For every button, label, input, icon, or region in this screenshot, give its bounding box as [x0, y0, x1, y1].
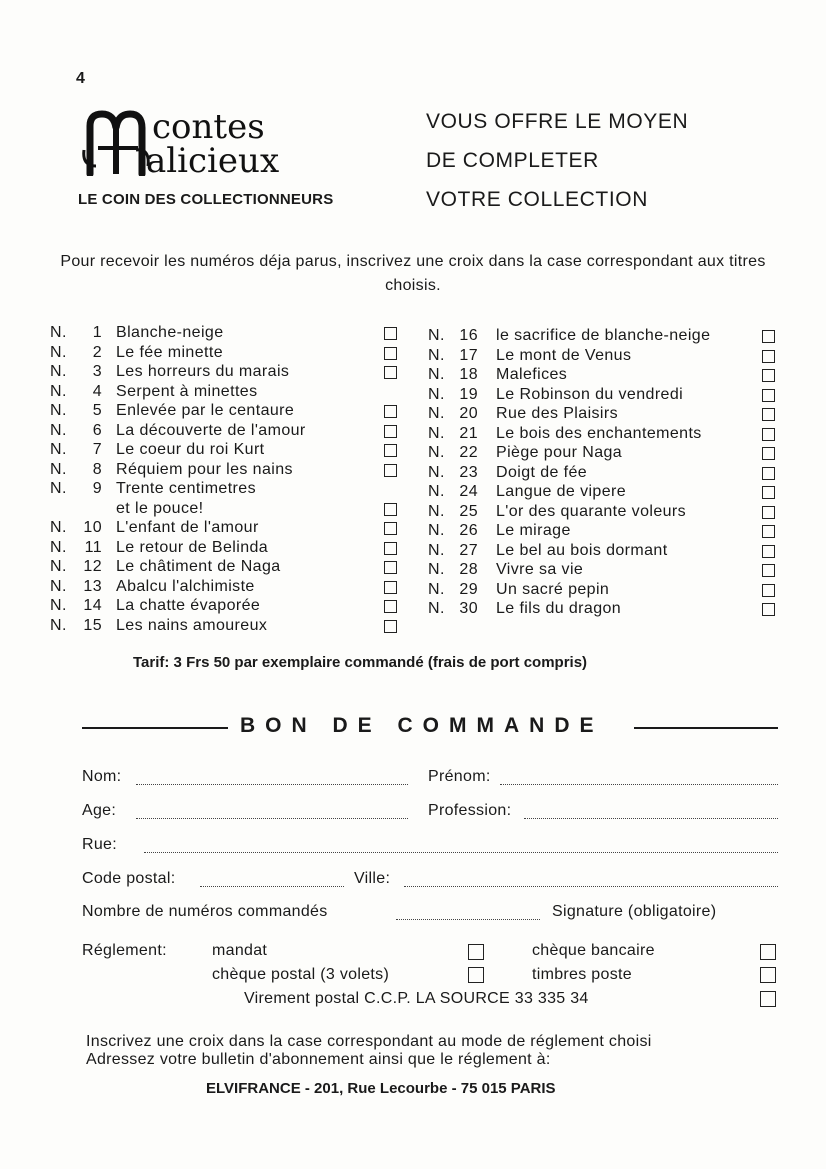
cheque-postal-label: chèque postal (3 volets): [212, 966, 390, 983]
issue-title: Le mirage: [496, 522, 571, 539]
issue-prefix: N.: [50, 577, 67, 595]
title-row: [428, 404, 778, 423]
mandat-checkbox[interactable]: [468, 944, 484, 960]
issue-checkbox[interactable]: [762, 447, 775, 460]
issue-number: 16: [459, 327, 478, 344]
issue-checkbox[interactable]: [762, 486, 775, 499]
title-row: [50, 596, 410, 615]
title-row: [50, 557, 410, 576]
issue-checkbox[interactable]: [384, 620, 397, 633]
issue-title: Abalcu l'alchimiste: [116, 577, 255, 595]
logo-line2: alicieux: [146, 141, 280, 176]
issue-prefix: N.: [50, 480, 67, 497]
issue-title: Le bel au bois dormant: [496, 541, 668, 559]
issue-checkbox[interactable]: [384, 425, 397, 438]
issue-title: Le fils du dragon: [496, 600, 622, 617]
issue-title: Le bois des enchantements: [496, 424, 702, 442]
virement-checkbox[interactable]: [760, 991, 776, 1007]
issue-prefix: N.: [428, 502, 445, 520]
rue-label: Rue:: [82, 836, 117, 853]
issue-title: Trente centimetres: [116, 480, 256, 497]
issue-prefix: N.: [428, 541, 445, 559]
issue-prefix: N.: [428, 580, 445, 598]
title-row: [428, 463, 778, 482]
issue-prefix: N.: [50, 324, 67, 341]
issue-checkbox[interactable]: [762, 525, 775, 538]
issue-number: 1: [92, 324, 102, 341]
issue-checkbox[interactable]: [762, 545, 775, 558]
issue-number: 18: [459, 366, 478, 383]
issue-prefix: N.: [428, 600, 445, 617]
rue-field[interactable]: [144, 852, 778, 853]
issue-checkbox[interactable]: [384, 444, 397, 457]
title-row: [50, 460, 410, 479]
issue-checkbox[interactable]: [384, 464, 397, 477]
cheque-bancaire-checkbox[interactable]: [760, 944, 776, 960]
issue-prefix: N.: [50, 616, 67, 634]
issue-prefix: N.: [50, 558, 67, 575]
issue-title: La chatte évaporée: [116, 597, 261, 614]
virement-label: Virement postal C.C.P. LA SOURCE 33 335 34: [244, 990, 589, 1007]
title-row: [50, 479, 410, 498]
title-row: [50, 499, 410, 518]
issue-checkbox[interactable]: [384, 542, 397, 555]
issue-prefix: N.: [50, 382, 67, 400]
code-postal-label: Code postal:: [82, 870, 176, 887]
issue-prefix: N.: [50, 421, 67, 439]
issue-checkbox[interactable]: [384, 581, 397, 594]
timbres-checkbox[interactable]: [760, 967, 776, 983]
issue-title: le sacrifice de blanche-neige: [496, 327, 711, 344]
issue-prefix: N.: [428, 463, 445, 481]
age-label: Age:: [82, 802, 117, 819]
title-row: [428, 346, 778, 365]
title-row: [428, 482, 778, 501]
title-row: [428, 580, 778, 599]
title-row: [50, 382, 410, 401]
issue-prefix: N.: [428, 385, 445, 403]
issue-title: Malefices: [496, 366, 568, 383]
issue-checkbox[interactable]: [762, 350, 775, 363]
issue-prefix: N.: [428, 522, 445, 539]
title-row: [50, 616, 410, 635]
issue-prefix: N.: [428, 366, 445, 383]
issue-prefix: N.: [50, 597, 67, 614]
issue-title: Piège pour Naga: [496, 444, 623, 461]
issue-number: 15: [83, 616, 102, 634]
issue-checkbox[interactable]: [762, 564, 775, 577]
issue-checkbox[interactable]: [384, 327, 397, 340]
issue-number: 21: [459, 424, 478, 442]
issue-title: Le retour de Belinda: [116, 538, 269, 556]
logo-line1: contes: [152, 107, 265, 147]
issue-title: Le châtiment de Naga: [116, 558, 281, 575]
title-row: [428, 385, 778, 404]
logo-graphic: [76, 104, 286, 176]
issue-checkbox[interactable]: [762, 467, 775, 480]
nom-field[interactable]: [136, 784, 408, 785]
mandat-label: mandat: [212, 942, 268, 959]
issue-number: 5: [92, 402, 102, 419]
title-row: [428, 560, 778, 579]
offer-line-1: VOUS OFFRE LE MOYEN: [426, 110, 689, 133]
footer-address-intro: Adressez votre bulletin d'abonnement ainsi que le réglement à:: [86, 1051, 551, 1068]
issue-title: Les nains amoureux: [116, 616, 268, 634]
issue-number: 6: [92, 421, 102, 439]
issue-number: 10: [83, 519, 102, 536]
issue-checkbox[interactable]: [384, 503, 397, 516]
issue-number: 23: [459, 463, 478, 481]
issue-title: Le coeur du roi Kurt: [116, 441, 265, 458]
issue-number: 22: [459, 444, 478, 461]
reglement-label: Réglement:: [82, 942, 167, 959]
issue-prefix: N.: [50, 363, 67, 380]
title-row: [50, 343, 410, 362]
issue-checkbox[interactable]: [762, 584, 775, 597]
title-row: [428, 599, 778, 618]
issue-number: 9: [92, 480, 102, 497]
issue-number: 11: [84, 538, 102, 556]
collectors-corner-heading: LE COIN DES COLLECTIONNEURS: [78, 191, 334, 208]
issue-title: Serpent à minettes: [116, 382, 258, 400]
issue-checkbox[interactable]: [762, 389, 775, 402]
issue-checkbox[interactable]: [384, 600, 397, 613]
issue-title: Les horreurs du marais: [116, 363, 290, 380]
title-row: [50, 538, 410, 557]
issue-checkbox[interactable]: [762, 369, 775, 382]
issue-checkbox[interactable]: [762, 428, 775, 441]
issue-prefix: N.: [50, 460, 67, 478]
issue-checkbox[interactable]: [762, 603, 775, 616]
order-form-title: BON DE COMMANDE: [240, 714, 604, 737]
issue-title: Blanche-neige: [116, 324, 224, 341]
title-row: [428, 443, 778, 462]
issue-checkbox[interactable]: [384, 522, 397, 535]
age-field[interactable]: [136, 818, 408, 819]
issue-prefix: N.: [428, 346, 445, 364]
issue-prefix: N.: [50, 538, 67, 556]
profession-field[interactable]: [524, 818, 778, 819]
issue-number: 8: [92, 460, 102, 478]
title-row: [50, 401, 410, 420]
issue-prefix: N.: [50, 402, 67, 419]
issue-number: 29: [459, 580, 478, 598]
issue-number: 20: [459, 405, 478, 422]
nombre-field[interactable]: [396, 919, 540, 920]
issue-checkbox[interactable]: [384, 561, 397, 574]
issue-number: 24: [459, 483, 478, 500]
issue-prefix: N.: [50, 441, 67, 458]
title-row: [428, 326, 778, 345]
contes-malicieux-logo: [76, 104, 286, 176]
title-row: [50, 577, 410, 596]
cheque-bancaire-label: chèque bancaire: [532, 942, 655, 959]
issue-title: Le mont de Venus: [496, 346, 632, 364]
issue-number: 14: [83, 597, 102, 614]
issue-number: 4: [92, 382, 102, 400]
nombre-label: Nombre de numéros commandés: [82, 903, 328, 920]
title-row: [50, 421, 410, 440]
issue-checkbox[interactable]: [384, 347, 397, 360]
title-row: [50, 518, 410, 537]
footer-instruction: Inscrivez une croix dans la case correspondant au mode de réglement choisi: [86, 1033, 652, 1050]
issue-title: Réquiem pour les nains: [116, 460, 293, 478]
issue-number: 12: [83, 558, 102, 575]
price-note: Tarif: 3 Frs 50 par exemplaire commandé (frais de port compris): [133, 654, 588, 671]
issue-title: L'or des quarante voleurs: [496, 502, 687, 520]
issue-prefix: N.: [428, 424, 445, 442]
prenom-field[interactable]: [500, 784, 778, 785]
offer-line-2: DE COMPLETER: [426, 149, 599, 172]
profession-label: Profession:: [428, 802, 512, 819]
issue-title: Enlevée par le centaure: [116, 402, 295, 419]
timbres-label: timbres poste: [532, 966, 632, 983]
issue-number: 19: [459, 385, 478, 403]
issue-prefix: N.: [428, 444, 445, 461]
title-row: [50, 440, 410, 459]
issue-title: Rue des Plaisirs: [496, 405, 619, 422]
issue-title: L'enfant de l'amour: [116, 519, 259, 536]
issue-prefix: N.: [428, 483, 445, 500]
issue-number: 30: [459, 600, 478, 617]
issue-checkbox[interactable]: [384, 405, 397, 418]
issue-title: Doigt de fée: [496, 463, 588, 481]
issue-number: 13: [83, 577, 102, 595]
issue-prefix: N.: [50, 519, 67, 536]
page-number: 4: [76, 70, 85, 87]
issue-number: 2: [92, 343, 102, 361]
issue-prefix: N.: [50, 343, 67, 361]
intro-text: Pour recevoir les numéros déja parus, inscrivez une croix dans la case correspondant aux titres choisis.: [60, 253, 766, 294]
issue-number: 25: [459, 502, 478, 520]
issue-checkbox[interactable]: [762, 330, 775, 343]
issue-number: 26: [459, 522, 478, 539]
ville-label: Ville:: [354, 870, 391, 887]
issue-checkbox[interactable]: [762, 408, 775, 421]
nom-label: Nom:: [82, 768, 122, 785]
divider-right: [634, 727, 778, 729]
cheque-postal-checkbox[interactable]: [468, 967, 484, 983]
issue-checkbox[interactable]: [762, 506, 775, 519]
issue-number: 3: [92, 363, 102, 380]
divider-left: [82, 727, 228, 729]
issue-prefix: N.: [428, 405, 445, 422]
title-row: [428, 521, 778, 540]
issue-title: Le fée minette: [116, 343, 223, 361]
issue-prefix: N.: [428, 327, 445, 344]
issue-number: 17: [459, 346, 478, 364]
title-row: [428, 541, 778, 560]
mailing-address: ELVIFRANCE - 201, Rue Lecourbe - 75 015 PARIS: [206, 1080, 556, 1097]
title-row: [50, 362, 410, 381]
issue-title: La découverte de l'amour: [116, 421, 306, 439]
prenom-label: Prénom:: [428, 768, 491, 785]
ville-field[interactable]: [404, 886, 778, 887]
title-row: [428, 502, 778, 521]
issue-title: Un sacré pepin: [496, 580, 610, 598]
signature-label: Signature (obligatoire): [552, 903, 717, 920]
issue-number: 27: [459, 541, 478, 559]
issue-checkbox[interactable]: [384, 366, 397, 379]
title-row: [428, 365, 778, 384]
offer-line-3: VOTRE COLLECTION: [426, 188, 648, 211]
issue-title: et le pouce!: [116, 499, 204, 517]
issue-number: 28: [459, 561, 478, 578]
issue-title: Langue de vipere: [496, 483, 627, 500]
issue-title: Vivre sa vie: [496, 561, 584, 578]
issue-title: Le Robinson du vendredi: [496, 385, 684, 403]
title-row: [50, 323, 410, 342]
issue-number: 7: [92, 441, 102, 458]
issue-prefix: N.: [428, 561, 445, 578]
title-row: [428, 424, 778, 443]
code-postal-field[interactable]: [200, 886, 344, 887]
